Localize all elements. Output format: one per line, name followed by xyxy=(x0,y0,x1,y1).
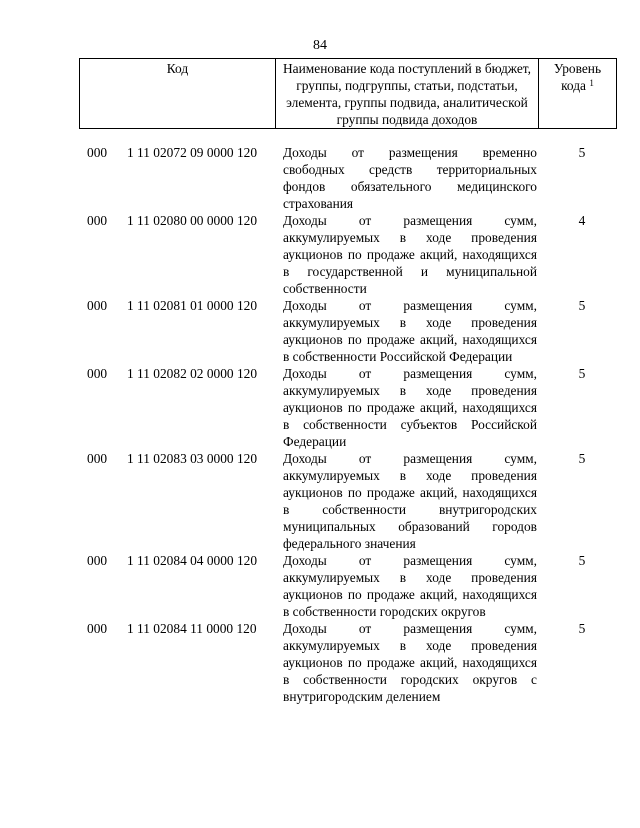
revenue-code: 1 11 02072 09 0000 120 xyxy=(127,145,258,160)
revenue-code: 1 11 02080 00 0000 120 xyxy=(127,213,258,228)
revenue-name: Доходы от размещения сумм, аккумулируемых в ходе проведения аукционов по продаже акций, находящихся в собственности Российской Федерации xyxy=(283,298,537,364)
table-row xyxy=(79,552,613,620)
table-row xyxy=(79,620,613,705)
table-row xyxy=(79,450,613,552)
revenue-name: Доходы от размещения сумм, аккумулируемых в ходе проведения аукционов по продаже акций, находящихся в собственности субъектов Российской Федерации xyxy=(283,366,537,449)
admin-code: 000 xyxy=(87,145,108,160)
code-level: 5 xyxy=(578,145,586,160)
code-level: 5 xyxy=(578,298,586,313)
table-row xyxy=(79,212,613,297)
code-level: 5 xyxy=(578,366,586,381)
revenue-code: 1 11 02084 11 0000 120 xyxy=(127,621,257,636)
table-header xyxy=(79,58,617,129)
table-body xyxy=(79,144,613,705)
admin-code: 000 xyxy=(87,298,108,313)
revenue-code: 1 11 02083 03 0000 120 xyxy=(127,451,258,466)
header-code: Код xyxy=(80,59,276,129)
revenue-name: Доходы от размещения сумм, аккумулируемых в ходе проведения аукционов по продаже акций, находящихся в собственности городских округов xyxy=(283,553,537,619)
table-row xyxy=(79,365,613,450)
header-level: Уровень кода $^1$ xyxy=(539,59,617,129)
admin-code: 000 xyxy=(87,621,108,636)
revenue-name: Доходы от размещения временно свободных средств территориальных фондов обязательного медицинского страхования xyxy=(283,145,537,211)
admin-code: 000 xyxy=(87,451,108,466)
code-level: 5 xyxy=(578,451,586,466)
footnote-marker: 1 xyxy=(589,78,594,88)
page-number: 84 xyxy=(313,38,327,53)
admin-code: 000 xyxy=(87,213,108,228)
code-level: 5 xyxy=(578,621,586,636)
table-row xyxy=(79,297,613,365)
revenue-name: Доходы от размещения сумм, аккумулируемых в ходе проведения аукционов по продаже акций, находящихся в государственной и муниципальной собственности xyxy=(283,213,537,296)
admin-code: 000 xyxy=(87,366,108,381)
header-name: Наименование кода поступлений в бюджет, группы, подгруппы, статьи, подстатьи, элемента, группы подвида, аналитической группы подвида доходов xyxy=(276,59,539,129)
table-row xyxy=(79,144,613,212)
revenue-code: 1 11 02084 04 0000 120 xyxy=(127,553,258,568)
revenue-code: 1 11 02081 01 0000 120 xyxy=(127,298,258,313)
code-level: 5 xyxy=(578,553,586,568)
revenue-name: Доходы от размещения сумм, аккумулируемых в ходе проведения аукционов по продаже акций, находящихся в собственности городских округов с внутригородским делением xyxy=(283,621,537,704)
code-level: 4 xyxy=(578,213,586,228)
admin-code: 000 xyxy=(87,553,108,568)
revenue-name: Доходы от размещения сумм, аккумулируемых в ходе проведения аукционов по продаже акций, находящихся в собственности внутригородских муниципальных образований городов федерального значения xyxy=(283,451,537,551)
revenue-code: 1 11 02082 02 0000 120 xyxy=(127,366,258,381)
